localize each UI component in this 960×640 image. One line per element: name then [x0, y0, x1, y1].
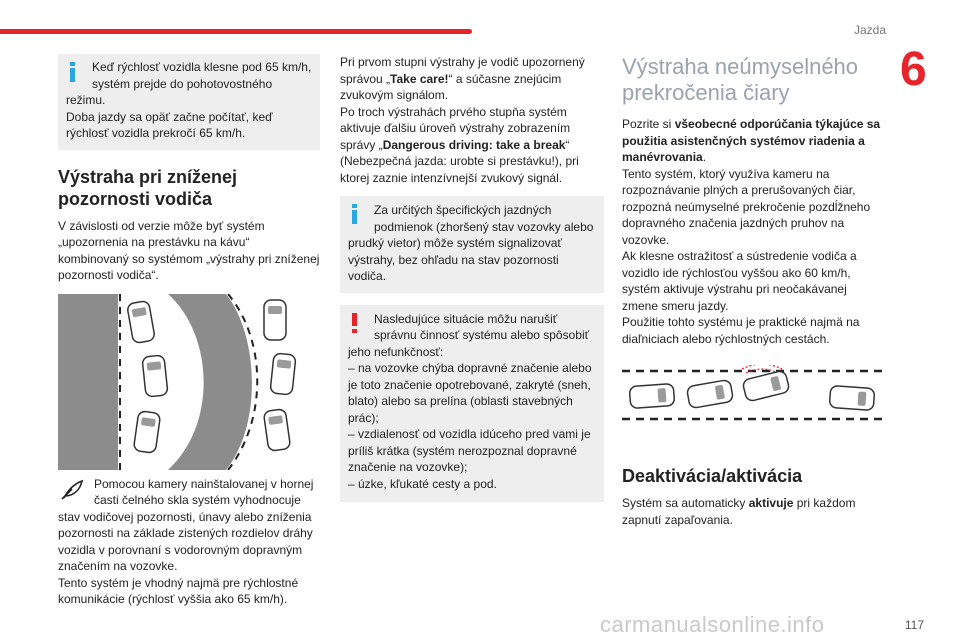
warning-note-limits	[340, 305, 604, 503]
column-left	[58, 54, 320, 608]
text-run: “ (Nebezpečná jazda: urobte si prestávku!), pri ktorej zaznie intenzívnejší zvukový signál.	[340, 137, 579, 185]
section-title: Jazda	[853, 23, 886, 37]
note-rest: prudký vietor) môže systém signalizovať výstrahy, bez ohľadu na stav pozornosti vodiča.	[348, 236, 562, 283]
eco-note-camera	[58, 476, 320, 608]
note-lead: Nasledujúce situácie môžu narušiť správnu činnosť systému alebo spôsobiť	[374, 311, 590, 342]
subheading-deactivation: Deaktivácia/aktivácia	[622, 466, 803, 486]
dangerous-driving-message: Dangerous driving: take a break	[382, 137, 566, 152]
text-run: Po troch výstrahách prvého stupňa systém aktivuje ďalšiu úroveň výstrahy zobrazením správy „	[340, 104, 571, 152]
watermark: carmanualsonline.info	[600, 612, 825, 637]
info-note-standby	[58, 54, 320, 150]
section-heading-attention: Výstraha pri zníženej pozornosti vodiča	[58, 166, 238, 209]
note-lead: Za určitých špecifických jazdných podmienok (zhoršený stav vozovky alebo	[374, 203, 594, 234]
lane-drift-illustration	[58, 294, 320, 470]
bold-reference: všeobecné odporúčania týkajúce sa použitia asistenčných systémov riadenia a manévrovania	[622, 117, 881, 164]
text-run: “ a súčasne znejúcim zvukovým signálom.	[340, 71, 562, 102]
info-note-conditions	[340, 196, 604, 293]
eco-note-rest: stav vodičovej pozornosti, únavy alebo zníženia pozornosti na základe zistených rozdielov dráhy vozidla v porovnaní s vodorovným dopravným značením na vozovke.	[58, 509, 313, 573]
text-run: Pri prvom stupni výstrahy je vodič upozornený správou „	[340, 55, 585, 86]
list-item: – úzke, kľukaté cesty a pod.	[348, 476, 497, 491]
column-right	[622, 54, 884, 528]
section-heading-lane: Výstraha neúmyselného prekročenia čiary	[622, 54, 859, 105]
paragraph-usage: Použitie tohto systému je praktické najmä na diaľniciach alebo rýchlostných cestách.	[622, 315, 860, 346]
note-rest: režimu.	[66, 93, 106, 107]
text-run: pri každom zapnutí zapaľovania.	[622, 496, 856, 527]
column-middle	[340, 54, 604, 502]
info-icon	[349, 204, 360, 226]
note-rest: jeho nefunkčnosť:	[348, 344, 444, 359]
bold-activates: aktivuje	[748, 496, 794, 510]
note-line2: Doba jazdy sa opäť začne počítať, keď rýchlosť vozidla prekročí 65 km/h.	[66, 109, 273, 140]
take-care-message: Take care!	[390, 71, 449, 86]
list-item: – na vozovke chýba dopravné značenie alebo je toto značenie opotrebované, zakryté (sneh, blato) alebo sa prelína (oblasti stavebných prác);	[348, 361, 592, 425]
eco-note-lead: Pomocou kamery nainštalovanej v hornej časti čelného skla systém vyhodnocuje	[94, 476, 314, 507]
paragraph-activation-cond: Ak klesne ostražitosť a sústredenie vodiča a vozidlo ide rýchlosťou vyššou ako 60 km/h, systém aktivuje výstrahu pri neočakávanej zmene smeru jazdy.	[622, 249, 857, 313]
intro-paragraph: V závislosti od verzie môže byť systém „upozornenia na prestávku na kávu“ kombinovaný so systémom „výstrahy pri zníženej pozornosti vodiča“.	[58, 218, 320, 282]
page-number: 117	[904, 618, 924, 632]
paragraph-second-alert	[340, 104, 604, 187]
paragraph-see-recommendations	[622, 116, 884, 166]
paragraph-system-desc: Tento systém, ktorý využíva kameru na rozpoznávanie plných a prerušovaných čiar, rozpozná neúmyselné prekročenie pozdĺžneho dopravného značenia jazdných pruhov na vozovke.	[622, 166, 871, 247]
text-run: Pozrite si	[622, 117, 675, 131]
lane-departure-illustration	[622, 365, 884, 425]
text-run: .	[702, 150, 707, 164]
leaf-icon	[60, 478, 84, 500]
warning-icon	[349, 313, 360, 335]
note-lead: Keď rýchlosť vozidla klesne pod 65 km/h, systém prejde do pohotovostného	[92, 60, 312, 91]
chapter-number: 6	[900, 43, 927, 96]
info-icon	[67, 62, 78, 84]
top-accent-bar	[0, 29, 472, 34]
paragraph-auto-activation	[622, 495, 884, 528]
text-run: Systém sa automaticky	[622, 496, 749, 510]
eco-note-line2: Tento systém je vhodný najmä pre rýchlostné komunikácie (rýchlosť vyššia ako 65 km/h).	[58, 575, 299, 606]
list-item: – vzdialenosť od vozidla idúceho pred vami je príliš krátka (systém nerozpoznal dopravné značenie na vozovke);	[348, 427, 591, 474]
paragraph-first-alert	[340, 54, 604, 104]
